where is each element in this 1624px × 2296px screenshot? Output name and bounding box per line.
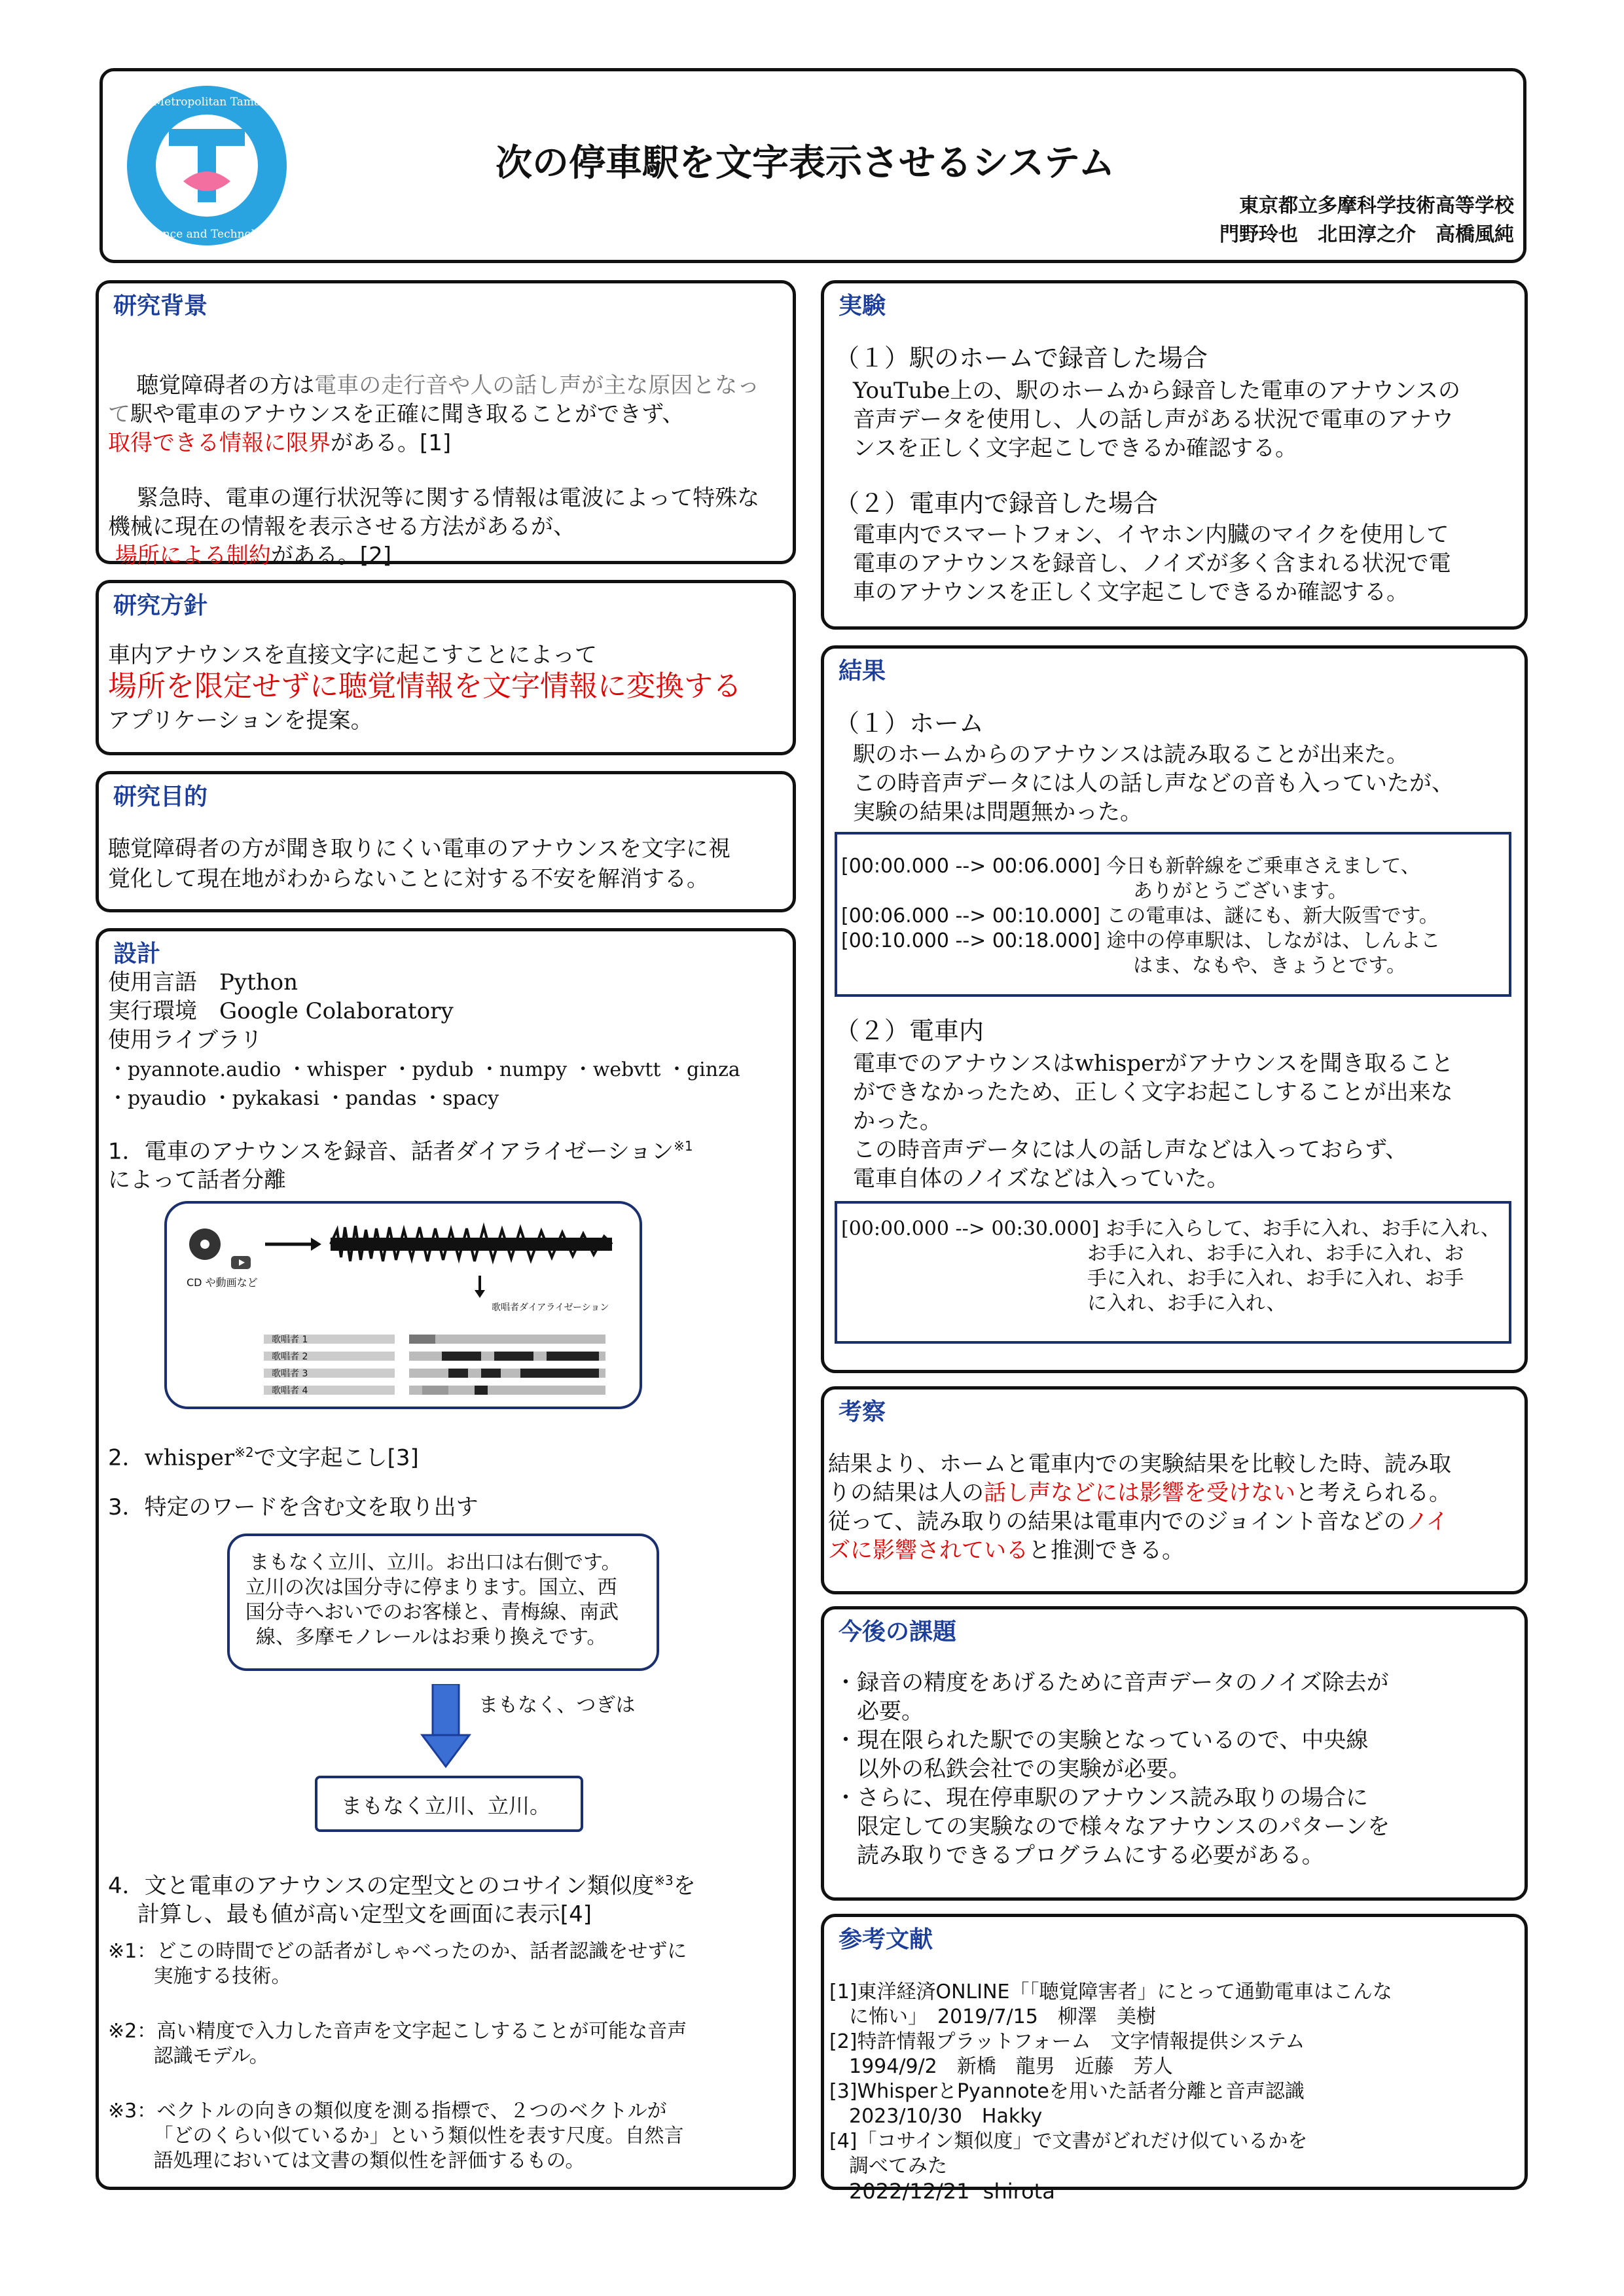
transcript-row: [00:10.000 --> 00:18.000] 途中の停車駅は、しながは、しんよこ — [841, 929, 1441, 952]
env-row: 実行環境 Google Colaboratory — [108, 998, 454, 1024]
diarization-figure — [164, 1201, 642, 1409]
down-arrow-icon — [420, 1684, 472, 1769]
announcement-bubble — [227, 1534, 659, 1671]
lib-label: 使用ライブラリ — [108, 1027, 262, 1053]
res-sub-1-text: 駅のホームからのアナウンスは読み取ることが出来た。 この時音声データには人の話し声などの音も入っていたが、 実験の結果は問題無かった。 — [853, 742, 1454, 825]
background-heading: 研究背景 — [113, 293, 208, 319]
experiment-section — [821, 280, 1528, 630]
future-work-section — [821, 1606, 1528, 1901]
references-heading: 参考文献 — [839, 1926, 933, 1953]
results-heading: 結果 — [839, 658, 886, 685]
fig-cd-label: CD や動画など — [187, 1276, 258, 1289]
design-heading: 設計 — [113, 941, 161, 967]
transcript-row: [00:06.000 --> 00:10.000] この電車は、謎にも、新大阪雪です。 — [841, 905, 1439, 927]
transcript-table-train — [835, 1201, 1511, 1344]
exp-sub-1-text: YouTube上の、駅のホームから録音した電車のアナウンスの 音声データを使用し、人の話し声がある状況で電車のアナウ ンスを正しく文字起こしできるか確認する。 — [853, 378, 1460, 461]
fig-diar-label: 歌唱者ダイアライゼーション — [492, 1302, 609, 1313]
school-logo — [124, 83, 289, 248]
transcript-row-cont: ありがとうございます。 — [1133, 880, 1348, 903]
step-3: 3．特定のワードを含む文を取り出す — [108, 1494, 478, 1520]
bubble-line-1: まもなく立川、立川。お出口は右側です。 — [249, 1551, 621, 1574]
arrow-keyword-label: まもなく、つぎは — [478, 1694, 636, 1717]
purpose-section — [96, 771, 796, 912]
header-box — [99, 68, 1526, 263]
transcript-table-home — [835, 832, 1511, 997]
bubble-line-3: 国分寺へおいでのお客様と、青梅線、南武 — [245, 1601, 619, 1624]
bubble-line-4: 線、多摩モノレールはお乗り換えです。 — [256, 1626, 607, 1649]
lib-list-1: ・pyannote.audio ・whisper ・pydub ・numpy ・webvtt ・ginza — [108, 1058, 740, 1081]
footnote-2: ※2：高い精度で入力した音声を文字起こしすることが可能な音声 認識モデル。 — [108, 2020, 687, 2068]
poster-title: 次の停車駅を文字表示させるシステム — [496, 142, 1115, 185]
exp-sub-1: （１）駅のホームで録音した場合 — [835, 344, 1208, 372]
lang-row: 使用言語 Python — [108, 969, 298, 996]
svg-text:Science and Technology: Science and Technology — [139, 228, 275, 241]
design-section — [96, 928, 796, 2190]
footnote-1: ※1：どこの時間でどの話者がしゃべったのか、話者認識をせずに 実施する技術。 — [108, 1940, 687, 1988]
extracted-result-text: まもなく立川、立川。 — [341, 1793, 551, 1818]
bubble-line-2: 立川の次は国分寺に停まります。国立、西 — [245, 1576, 617, 1599]
purpose-line-1: 聴覚障碍者の方が聞き取りにくい電車のアナウンスを文字に視 — [108, 836, 731, 862]
svg-text:Metropolitan Tama: Metropolitan Tama — [153, 96, 261, 109]
transcript-row: [00:00.000 --> 00:06.000] 今日も新幹線をご乗車さえまして、 — [841, 855, 1420, 878]
discussion-section — [821, 1386, 1528, 1594]
transcript-row-cont: はま、なもや、きょうとです。 — [1133, 954, 1406, 977]
lib-list-2: ・pyaudio ・pykakasi ・pandas ・spacy — [108, 1087, 499, 1110]
fig-speaker-3: 歌唱者 3 — [272, 1369, 308, 1379]
step-2: 2．whisper$^{※2}$で文字起こし[3] — [108, 1444, 419, 1471]
transcript-row-cont: 手に入れ、お手に入れ、お手に入れ、お手 — [1087, 1267, 1464, 1290]
author-names: 門野玲也 北田淳之介 高橋風純 — [1219, 223, 1514, 246]
res-sub-2-text: 電車でのアナウンスはwhisperがアナウンスを聞き取ること ができなかったため、正しく文字お起こしすることが出来な かった。 この時音声データには人の話し声などは入っておらず、 電車自体のノイズなどは入っていた。 — [853, 1050, 1454, 1192]
footnote-3: ※3：ベクトルの向きの類似度を測る指標で、２つのベクトルが 「どのくらい似ているか」という類似性を表す尺度。自然言 語処理においては文書の類似性を評価するもの。 — [108, 2100, 684, 2172]
policy-line-1: 車内アナウンスを直接文字に起こすことによって — [108, 642, 597, 668]
res-sub-2: （２）電車内 — [835, 1016, 984, 1045]
experiment-heading: 実験 — [839, 293, 886, 319]
references-section — [821, 1914, 1528, 2204]
future-work-heading: 今後の課題 — [839, 1619, 957, 1645]
fig-speaker-1: 歌唱者 1 — [272, 1335, 308, 1345]
exp-sub-2-text: 電車内でスマートフォン、イヤホン内臓のマイクを使用して 電車のアナウンスを録音し、ノイズが多く含まれる状況で電 車のアナウンスを正しく文字起こしできるか確認する。 — [853, 522, 1451, 605]
policy-line-3: アプリケーションを提案。 — [108, 708, 373, 734]
future-work-text: ・録音の精度をあげるために音声データのノイズ除去が 必要。 ・現在限られた駅での実験となっているので、中央線 以外の私鉄会社での実験が必要。 ・さらに、現在停車駅のアナウンス読み取りの場合に 限定しての実験なので様々なアナウンスのパターンを 読み取りできるプログラムにする必要がある。 — [835, 1670, 1390, 1869]
discussion-heading: 考察 — [839, 1399, 886, 1426]
exp-sub-2: （２）電車内で録音した場合 — [835, 489, 1159, 518]
step-4: 4．文と電車のアナウンスの定型文とのコサイン類似度$^{※3}$を 計算し、最も値が高い定型文を画面に表示[4] — [108, 1873, 696, 1928]
fig-speaker-2: 歌唱者 2 — [272, 1352, 308, 1362]
background-section — [96, 280, 796, 569]
fig-speaker-4: 歌唱者 4 — [272, 1386, 308, 1396]
step-1: 1．電車のアナウンスを録音、話者ダイアライゼーション$^{※1}$ によって話者分離 — [108, 1138, 693, 1194]
policy-highlight: 場所を限定せずに聴覚情報を文字情報に変換する — [108, 670, 742, 703]
purpose-heading: 研究目的 — [113, 783, 208, 810]
discussion-text: 結果より、ホームと電車内での実験結果を比較した時、読み取 りの結果は人の話し声などには影響を受けないと考えられる。 従って、読み取りの結果は電車内でのジョイント音などのノイ ズに影響されていると推測できる。 — [828, 1451, 1451, 1564]
references-list: [1]東洋経済ONLINE「「聴覚障害者」にとって通勤電車はこんな に怖い」 2019/7/15 柳澤 美樹 [2]特許情報プラットフォーム 文字情報提供システム 1994/9/2 新橋 龍男 近藤 芳人 [3]WhisperとPyannoteを用いた話者分離と音声認識 2023/10/30 Hakky [4]「コサイン類似度」で文書がどれだけ似ているかを 調べてみた 2022/12/21 shirota — [829, 1981, 1392, 2204]
transcript-row-cont: お手に入れ、お手に入れ、お手に入れ、お — [1087, 1242, 1464, 1265]
extracted-result-box — [315, 1776, 583, 1832]
transcript-row: [00:00.000 --> 00:30.000] お手に入らして、お手に入れ、お手に入れ、 — [841, 1217, 1500, 1240]
policy-section — [96, 580, 796, 755]
res-sub-1: （１）ホーム — [835, 709, 984, 738]
school-name: 東京都立多摩科学技術高等学校 — [1239, 194, 1514, 217]
purpose-line-2: 覚化して現在地がわからないことに対する不安を解消する。 — [108, 866, 709, 892]
transcript-row-cont: に入れ、お手に入れ、 — [1087, 1292, 1286, 1315]
policy-heading: 研究方針 — [113, 592, 208, 619]
results-section — [821, 645, 1528, 1373]
background-text-2: 緊急時、電車の運行状況等に関する情報は電波によって特殊な 機械に現在の情報を表示させる方法があるが、 場所による制約がある。[2] — [108, 485, 760, 569]
background-text: 聴覚障碍者の方は電車の走行音や人の話し声が主な原因となっ て駅や電車のアナウンスを正確に聞き取ることができず、 取得できる情報に限界がある。[1] — [108, 372, 760, 456]
